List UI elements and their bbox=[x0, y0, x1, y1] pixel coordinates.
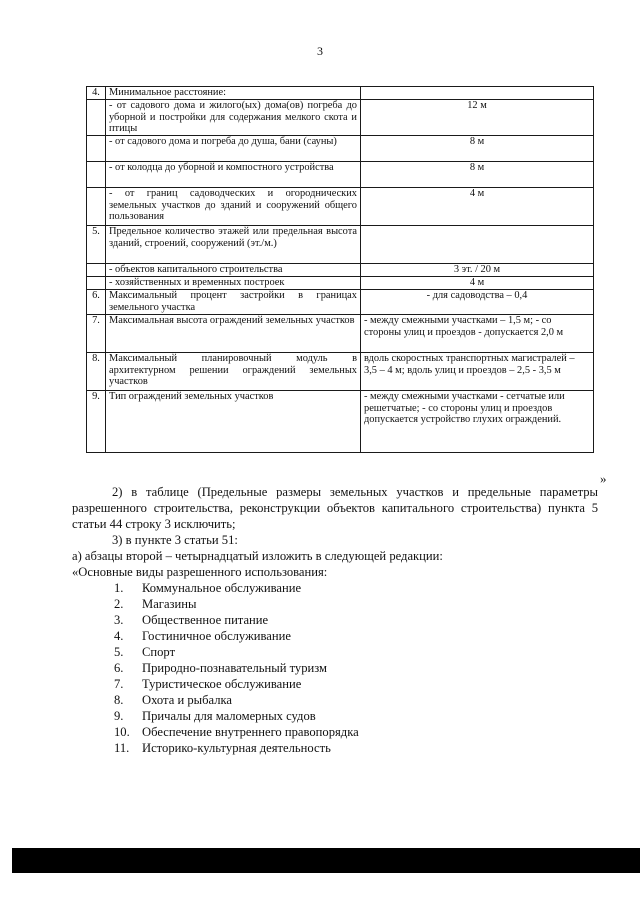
table-row bbox=[87, 100, 594, 136]
parameter-value: 8 м bbox=[361, 136, 594, 162]
table-row bbox=[87, 315, 594, 353]
table-row bbox=[87, 353, 594, 391]
body-text bbox=[72, 484, 598, 756]
parameter-value: 8 м bbox=[361, 162, 594, 188]
row-number bbox=[87, 162, 106, 188]
parameter-value: - между смежными участками - сетчатые или решетчатые; - со стороны улиц и проездов допускается устройство глухих ограждений. bbox=[361, 391, 594, 453]
list-item: 5. Спорт bbox=[114, 645, 176, 659]
table-row bbox=[87, 188, 594, 226]
list-item: 2. Магазины bbox=[114, 597, 197, 611]
parameter-value: - для садоводства – 0,4 bbox=[361, 290, 594, 315]
table-row bbox=[87, 290, 594, 315]
table-row bbox=[87, 391, 594, 453]
parameter-value: 4 м bbox=[361, 277, 594, 290]
row-number bbox=[87, 136, 106, 162]
row-number: 5. bbox=[87, 226, 106, 264]
table-row bbox=[87, 277, 594, 290]
row-number: 8. bbox=[87, 353, 106, 391]
parameter-value: 3 эт. / 20 м bbox=[361, 264, 594, 277]
parameter-name: Минимальное расстояние: bbox=[106, 87, 361, 100]
table-row bbox=[87, 87, 594, 100]
list-item: 4. Гостиничное обслуживание bbox=[114, 629, 291, 643]
parameter-name: Предельное количество этажей или предельная высота зданий, строений, сооружений (эт./м.) bbox=[106, 226, 361, 264]
parameter-value bbox=[361, 226, 594, 264]
row-number: 9. bbox=[87, 391, 106, 453]
list-heading: «Основные виды разрешенного использования: bbox=[72, 565, 328, 579]
list-item: 7. Туристическое обслуживание bbox=[114, 677, 302, 691]
parameter-name: Максимальный процент застройки в границах земельного участка bbox=[106, 290, 361, 315]
permitted-uses-list bbox=[72, 580, 598, 756]
list-item: 6. Природно-познавательный туризм bbox=[114, 661, 328, 675]
parameter-name: - хозяйственных и временных построек bbox=[106, 277, 361, 290]
table-row bbox=[87, 226, 594, 264]
table-row bbox=[87, 136, 594, 162]
closing-quote: » bbox=[600, 471, 607, 486]
list-item: 8. Охота и рыбалка bbox=[114, 693, 232, 707]
row-number: 7. bbox=[87, 315, 106, 353]
parameter-name: Максимальная высота ограждений земельных участков bbox=[106, 315, 361, 353]
parameter-name: - от колодца до уборной и компостного устройства bbox=[106, 162, 361, 188]
parameter-value: 12 м bbox=[361, 100, 594, 136]
list-item: 11. Историко-культурная деятельность bbox=[114, 741, 331, 755]
parameter-name: - объектов капитального строительства bbox=[106, 264, 361, 277]
parameter-name: - от садового дома и жилого(ых) дома(ов) погреба до уборной и постройки для содержания мелкого скота и птицы bbox=[106, 100, 361, 136]
parameter-value: 4 м bbox=[361, 188, 594, 226]
row-number: 4. bbox=[87, 87, 106, 100]
list-item: 3. Общественное питание bbox=[114, 613, 269, 627]
list-item: 1. Коммунальное обслуживание bbox=[114, 581, 302, 595]
list-item: 9. Причалы для маломерных судов bbox=[114, 709, 316, 723]
parameter-value: вдоль скоростных транспортных магистралей – 3,5 – 4 м; вдоль улиц и проездов – 2,5 - 3,5 м bbox=[361, 353, 594, 391]
parameter-value: - между смежными участками – 1,5 м; - со стороны улиц и проездов - допускается 2,0 м bbox=[361, 315, 594, 353]
scan-edge-bar bbox=[12, 848, 640, 873]
row-number: 6. bbox=[87, 290, 106, 315]
parameter-value bbox=[361, 87, 594, 100]
parameter-name: Максимальный планировочный модуль в архитектурном решении ограждений земельных участков bbox=[106, 353, 361, 391]
parameter-name: - от границ садоводческих и огороднических земельных участков до зданий и сооружений общего пользования bbox=[106, 188, 361, 226]
paragraph-3: 3) в пункте 3 статьи 51: bbox=[112, 533, 238, 547]
table-row bbox=[87, 162, 594, 188]
list-item: 10. Обеспечение внутреннего правопорядка bbox=[114, 725, 359, 739]
paragraph-a: а) абзацы второй – четырнадцатый изложить в следующей редакции: bbox=[72, 549, 443, 563]
row-number bbox=[87, 264, 106, 277]
paragraph-2: 2) в таблице (Предельные размеры земельных участков и предельные параметры разрешенного строительства, реконструкции объектов капитального строительства) пункта 5 статьи 44 строку 3 исключить; bbox=[72, 485, 598, 531]
table-row bbox=[87, 264, 594, 277]
row-number bbox=[87, 100, 106, 136]
parameter-name: - от садового дома и погреба до душа, бани (сауны) bbox=[106, 136, 361, 162]
row-number bbox=[87, 188, 106, 226]
page-number: 3 bbox=[317, 44, 323, 58]
parameter-name: Тип ограждений земельных участков bbox=[106, 391, 361, 453]
requirements-table bbox=[86, 86, 594, 453]
row-number bbox=[87, 277, 106, 290]
